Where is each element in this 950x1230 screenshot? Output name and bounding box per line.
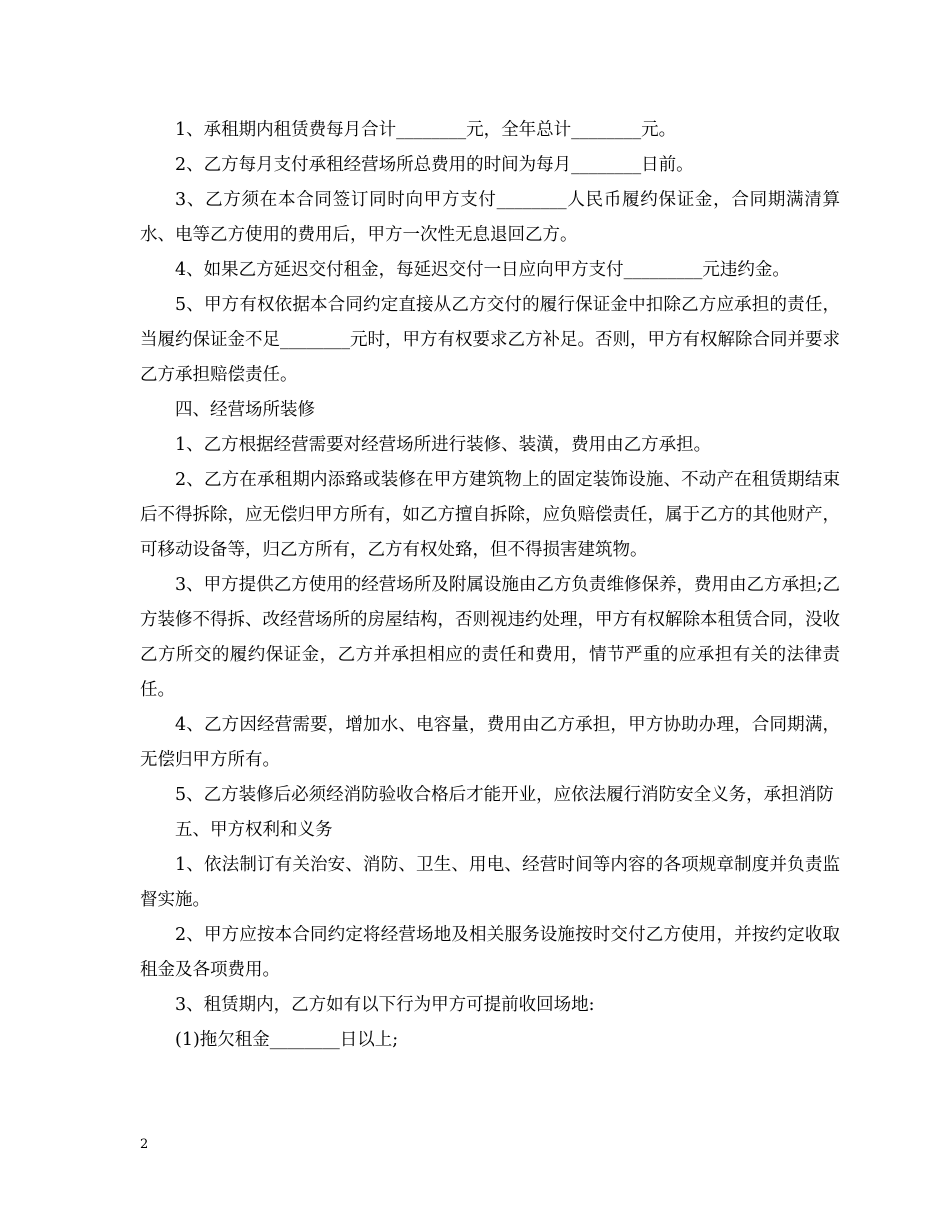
clause-paragraph: 5、甲方有权依据本合同约定直接从乙方交付的履行保证金中扣除乙方应承担的责任，当履约保证金不足________元时，甲方有权要求乙方补足。否则，甲方有权解除合同并要求乙方承担赔偿责任。: [140, 295, 840, 385]
clause-paragraph: 5、乙方装修后必须经消防验收合格后才能开业，应依法履行消防安全义务，承担消防: [175, 785, 834, 805]
clause-paragraph: 1、承租期内租赁费每月合计________元，全年总计________元。: [175, 120, 677, 140]
page-number: 2: [140, 1137, 149, 1152]
clause-paragraph: 2、乙方在承租期内添臵或装修在甲方建筑物上的固定装饰设施、不动产在租赁期结束后不得拆除，应无偿归甲方所有，如乙方擅自拆除，应负赔偿责任，属于乙方的其他财产，可移动设备等，归乙方所有，乙方有权处臵，但不得损害建筑物。: [140, 470, 840, 560]
clause-paragraph: 1、乙方根据经营需要对经营场所进行装修、装潢，费用由乙方承担。: [175, 435, 712, 455]
section-heading: 五、甲方权利和义务: [175, 820, 333, 840]
clause-paragraph: 4、乙方因经营需要，增加水、电容量，费用由乙方承担，甲方协助办理，合同期满，无偿归甲方所有。: [140, 715, 840, 770]
clause-paragraph: 3、甲方提供乙方使用的经营场所及附属设施由乙方负责维修保养，费用由乙方承担;乙方装修不得拆、改经营场所的房屋结构，否则视违约处理，甲方有权解除本租赁合同，没收乙方所交的履约保证金，乙方并承担相应的责任和费用，情节严重的应承担有关的法律责任。: [140, 575, 840, 700]
clause-paragraph: 3、租赁期内，乙方如有以下行为甲方可提前收回场地:: [175, 995, 595, 1015]
clause-paragraph: 4、如果乙方延迟交付租金，每延迟交付一日应向甲方支付_________元违约金。: [175, 260, 790, 280]
clause-paragraph: 3、乙方须在本合同签订同时向甲方支付________人民币履约保证金，合同期满清算水、电等乙方使用的费用后，甲方一次性无息退回乙方。: [140, 190, 840, 245]
clause-paragraph: 2、甲方应按本合同约定将经营场地及相关服务设施按时交付乙方使用，并按约定收取租金及各项费用。: [140, 925, 840, 980]
clause-paragraph: 1、依法制订有关治安、消防、卫生、用电、经营时间等内容的各项规章制度并负责监督实施。: [140, 855, 840, 910]
clause-paragraph: (1)拖欠租金________日以上;: [175, 1030, 399, 1050]
contract-body: [140, 113, 840, 1058]
section-heading: 四、经营场所装修: [175, 400, 315, 420]
clause-paragraph: 2、乙方每月支付承租经营场所总费用的时间为每月________日前。: [175, 155, 694, 175]
